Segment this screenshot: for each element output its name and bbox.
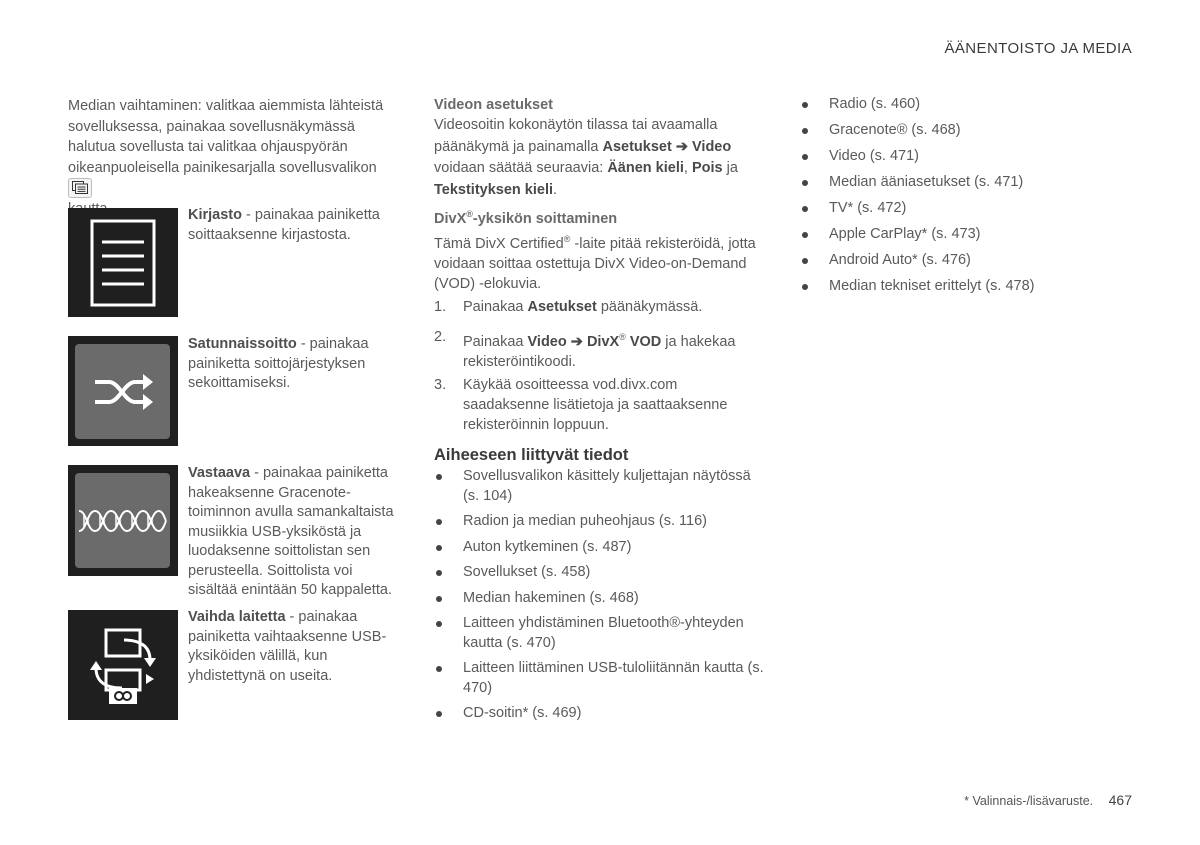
related-link[interactable]: Sovellusvalikon käsittely kuljettajan näytössä (s. 104) bbox=[434, 467, 764, 506]
related-link[interactable]: Video (s. 471) bbox=[800, 147, 1130, 167]
right-column bbox=[800, 95, 1130, 297]
page-number: 467 bbox=[1108, 792, 1132, 808]
library-description bbox=[188, 206, 403, 245]
video-settings-bold-subtitle-language: Tekstityksen kieli bbox=[434, 181, 554, 198]
library-icon bbox=[68, 208, 178, 317]
library-text: - painakaa painiketta soittaaksenne kirjastosta. bbox=[188, 207, 380, 243]
related-section bbox=[434, 446, 764, 724]
related-link[interactable]: TV* (s. 472) bbox=[800, 199, 1130, 219]
similar-description bbox=[188, 464, 403, 601]
library-button-illustration bbox=[68, 208, 178, 317]
divx-heading: DivX®-yksikön soittaminen bbox=[434, 209, 618, 227]
related-link[interactable]: Apple CarPlay* (s. 473) bbox=[800, 225, 1130, 245]
optional-equipment-note: * Valinnais-/lisävaruste. bbox=[964, 794, 1094, 808]
similar-text: - painakaa painiketta hakeaksenne Gracenote-toiminnon avulla samankaltaista musiikkia USB-yksiköstä ja luodaksenne soittolistan sen perusteella. Soittolista voi sisältää enintään 50 kappaletta. bbox=[188, 465, 394, 598]
arrow-icon: ➔ bbox=[675, 138, 688, 155]
shuffle-description bbox=[188, 335, 403, 394]
middle-column bbox=[434, 97, 764, 294]
switch-device-icon bbox=[68, 610, 178, 720]
related-link[interactable]: Gracenote® (s. 468) bbox=[800, 121, 1130, 141]
step-3: 3. Käykää osoitteessa vod.divx.com saadaksenne lisätietoja ja saattaaksenne rekisteröinnin loppuun. bbox=[434, 377, 728, 433]
related-link[interactable]: Sovellukset (s. 458) bbox=[434, 563, 764, 583]
switch-device-title: Vaihda laitetta bbox=[188, 609, 286, 625]
step-2: 2. Painakaa Video ➔ DivX® VOD ja hakekaa rekisteröintikoodi. bbox=[434, 329, 736, 370]
related-link[interactable]: Median tekniset erittelyt (s. 478) bbox=[800, 277, 1130, 297]
related-link[interactable]: Median hakeminen (s. 468) bbox=[434, 589, 764, 609]
video-settings-heading: Videon asetukset bbox=[434, 97, 554, 113]
switch-device-description bbox=[188, 608, 403, 686]
switch-device-button-illustration bbox=[68, 610, 178, 720]
shuffle-title: Satunnaissoitto bbox=[188, 336, 297, 352]
section-header: ÄÄNENTOISTO JA MEDIA bbox=[944, 40, 1132, 57]
shuffle-button-illustration bbox=[68, 336, 178, 446]
related-link[interactable]: Android Auto* (s. 476) bbox=[800, 251, 1130, 271]
switch-device-text: - painakaa painiketta vaihtaaksenne USB-yksiköiden välillä, kun yhdistettynä on useita. bbox=[188, 609, 387, 684]
video-settings-bold-audio-language: Äänen kieli bbox=[607, 160, 684, 176]
arrow-icon: ➔ bbox=[570, 333, 583, 350]
related-link[interactable]: CD-soitin* (s. 469) bbox=[434, 704, 764, 724]
shuffle-icon bbox=[75, 344, 170, 439]
related-link[interactable]: Radion ja median puheohjaus (s. 116) bbox=[434, 512, 764, 532]
related-link[interactable]: Laitteen liittäminen USB-tuloliitännän kautta (s. 470) bbox=[434, 659, 764, 698]
related-link[interactable]: Laitteen yhdistäminen Bluetooth®-yhteyden kautta (s. 470) bbox=[434, 614, 764, 653]
divx-paragraph: Tämä DivX Certified® -laite pitää rekisteröidä, jotta voidaan soittaa ostettuja DivX Video-on-Demand (VOD) -elokuvia. bbox=[434, 233, 756, 292]
footer bbox=[964, 792, 1132, 808]
step-1: 1. Painakaa Asetukset päänäkymässä. bbox=[434, 299, 703, 315]
related-link[interactable]: Median ääniasetukset (s. 471) bbox=[800, 173, 1130, 193]
similar-button-illustration bbox=[68, 465, 178, 576]
intro-paragraph bbox=[68, 96, 398, 219]
video-settings-bold-settings: Asetukset bbox=[602, 138, 672, 155]
related-heading: Aiheeseen liittyvät tiedot bbox=[434, 446, 629, 464]
intro-text: Median vaihtaminen: valitkaa aiemmista lähteistä sovelluksessa, painakaa sovellusnäkymässä halutua sovellusta tai valitkaa ohjauspyörän oikeanpuoleisella painikesarjalla sovellusvalikon bbox=[68, 98, 384, 176]
similar-title: Vastaava bbox=[188, 465, 251, 481]
video-settings-paragraph: Videosoitin kokonäytön tilassa tai avaamalla päänäkymä ja painamalla Asetukset ➔ Video voidaan säätää seuraavia: Äänen kieli, Pois ja Tekstityksen kieli. bbox=[434, 117, 738, 198]
right-link-list bbox=[800, 95, 1130, 297]
similar-dna-icon bbox=[75, 473, 170, 568]
app-menu-icon bbox=[68, 178, 92, 198]
video-settings-bold-off: Pois bbox=[691, 160, 723, 176]
divx-steps bbox=[434, 297, 764, 437]
related-list bbox=[434, 467, 764, 724]
related-link[interactable]: Radio (s. 460) bbox=[800, 95, 1130, 115]
shuffle-text: - painakaa painiketta soittojärjestyksen sekoittamiseksi. bbox=[188, 336, 369, 391]
related-link[interactable]: Auton kytkeminen (s. 487) bbox=[434, 538, 764, 558]
library-title: Kirjasto bbox=[188, 207, 242, 223]
video-settings-bold-video: Video bbox=[692, 138, 732, 155]
